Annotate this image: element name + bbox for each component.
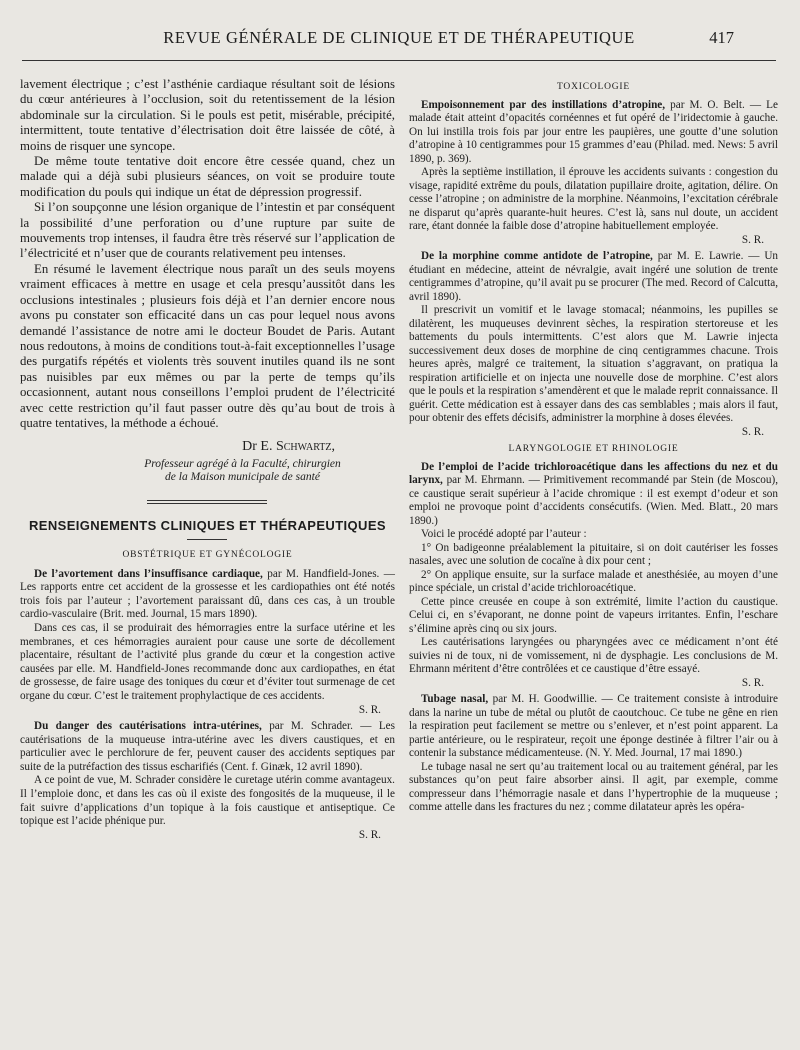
paragraph: Dans ces cas, il se produirait des hémorragies entre la surface utérine et les membranes, et ces hémorragies auraient pour cause une sorte de décollement placentaire, résultant de l’activité plus grande du cœur et la congestion active causées par elle. M. Handfield-Jones recommande donc aux cardiopathes, en état de grossesse, de faire usage des toniques du cœur et d’éviter tout surmenage de cet organe du cœur. C’est le traitement prophylactique de ces accidents.: [20, 621, 395, 702]
double-rule-divider: [147, 500, 267, 504]
article-initials: S. R.: [741, 676, 764, 689]
affiliation-line: Professeur agrégé à la Faculté, chirurgien: [144, 457, 341, 470]
article-title: De l’avortement dans l’insuffisance cardiaque,: [34, 567, 263, 580]
article-title: De l’emploi de l’acide trichloroacétique dans les affections du nez et du larynx,: [408, 460, 778, 486]
signature-name: Schwartz,: [275, 439, 335, 455]
right-column: [409, 77, 778, 842]
article-body: par M. Schrader. — Les cautérisations de la muqueuse intra-utérine avec les divers caustiques, et en particulier avec le perchlorure de fer, peuvent causer des accidents septiques par suite de la putréfaction des tissus escharifiés (Cent. f. Ginæk, 12 avril 1890).: [20, 720, 395, 773]
paragraph: Le tubage nasal ne sert qu’au traitement local ou au traitement général, par les substances qu’on peut faire absorber ainsi. Il agit, par exemple, comme compresseur dans l’hémorragie nasale et dans l’hypertrophie de la muqueuse ; comme attelle dans les fractures du nez ; comme dilatateur après les opéra-: [408, 760, 778, 813]
article-title: Empoisonnement par des instillations d’atropine,: [420, 98, 666, 111]
paragraph: Il prescrivit un vomitif et le lavage stomacal; néanmoins, les pupilles se dilatèrent, les muqueuses devinrent sèches, la respiration stertoreuse et les battements du pouls intermittents. C’est alors que M. Lawrie injecta successivement deux doses de morphine de cinq centigrammes chacune. Trois heures après, malgré ce traitement, la situation s’aggravant, on pratiqua la respiration artificielle et on injecta une nouvelle dose de morphine. C’est alors que le pouls et la respiration s’amendèrent et que le malade reprit connaissance. Il guérit. Cette médication est à essayer dans des cas semblables ; mais alors il faut, pour obtenir des effets décisifs, administrer la morphine à doses élevées.: [408, 304, 778, 424]
article: [20, 568, 395, 843]
article-body: par M. Ehrmann. — Primitivement recommandé par Stein (de Moscou), ce caustique serait supérieur à l’acide chromique : il est exempt d’odeur et son emploi ne provoque point d’accidents consécutifs. (Wien. Med. Blatt., 20 mars 1890.): [408, 474, 778, 527]
signature-prefix: Dr E.: [242, 439, 276, 455]
paragraph: Cette pince creusée en coupe à son extrémité, limite l’action du caustique. Celui ci, en s’évaporant, ne donne point de vapeurs irritantes. Enfin, l’eschare s’élimine après cinq ou six jours.: [408, 595, 778, 635]
article-initials: S. R.: [741, 233, 764, 246]
affiliation-line: de la Maison municipale de santé: [165, 470, 320, 483]
author-signature: [20, 439, 395, 454]
paragraph: Si l’on soupçonne une lésion organique de l’intestin et par conséquent la possibilité d’une perforation ou d’une rupture par suite de mouvements trop intenses, il faudra être très réservé sur l’application de l’électricité et n’user que de courants relativement peu intenses.: [20, 200, 395, 261]
article-body: par M. O. Belt. — Le malade était atteint d’opacités cornéennes et fut opéré de l’iridectomie à gauche. On lui instilla trois fois par jour entre les paupières, une goutte d’une solution d’atropine à 10 centigrammes pour 15 grammes d’eau (Philad. med. News: 5 avril 1890, p. 369).: [408, 98, 778, 165]
section-heading: RENSEIGNEMENTS CLINIQUES ET THÉRAPEUTIQUES: [28, 517, 386, 533]
running-title: REVUE GÉNÉRALE DE CLINIQUE ET DE THÉRAPEUTIQUE: [163, 28, 635, 47]
paragraph: lavement électrique ; c’est l’asthénie cardiaque résultant soit de lésions du cœur antérieures à l’occlusion, soit du retentissement de la lésion abdominale sur la circulation. Si le pouls est petit, misérable, précipité, intermittent, toute tentative d’électrisation doit être laissée de côté, à moins de risquer une syncope.: [20, 77, 395, 153]
paragraph: 1° On badigeonne préalablement la pituitaire, si on doit cautériser les fosses nasales, avec une solution de cocaïne à dix pour cent ;: [408, 541, 778, 567]
paragraph: Voici le procédé adopté par l’auteur :: [420, 528, 587, 540]
paragraph: 2° On applique ensuite, sur la surface malade et anesthésiée, au moyen d’une pince spéciale, un cristal d’acide trichloroacétique.: [408, 568, 778, 594]
subsection-heading: OBSTÉTRIQUE ET GYNÉCOLOGIE: [122, 550, 293, 561]
paragraph: Après la septième instillation, il éprouve les accidents suivants : congestion du visage, rapidité extrême du pouls, dilatation pupillaire droite, agitation, délire. On cesse l’atropine ; on administre de la morphine. Néanmoins, l’excitation cérébrale ne disparut qu’après quarante-huit heures. C’est là, sans nul doute, un accident rare, étant donnée la faible dose d’atropine habituellement employée.: [408, 166, 778, 232]
page-header: [20, 28, 778, 54]
paragraph: Les cautérisations laryngées ou pharyngées avec ce médicament n’ont été suivies ni de toux, ni de vomissement, ni de dysphagie. Les conclusions de M. Ehrmann méritent d’être contrôlées et ce caustique d’être essayé.: [408, 636, 778, 675]
article-body: par M. H. Goodwillie. — Ce traitement consiste à introduire dans la narine un tube de métal ou plutôt de caoutchouc. Ce tube ne gêne en rien la respiration peut facilement se mettre ou s’enlever, et n’est point apparent. La partie antérieure, ou le respirateur, reçoit une éponge destinée à filtrer l’air ou à contenir la substance médicamenteuse. (N. Y. Med. Journal, 17 mai 1890.): [408, 693, 778, 759]
two-column-body: [20, 77, 778, 842]
subsection-heading: LARYNGOLOGIE ET RHINOLOGIE: [508, 444, 679, 454]
subsection-heading: TOXICOLOGIE: [556, 82, 630, 92]
article-initials: S. R.: [741, 425, 764, 438]
header-rule: [22, 60, 776, 61]
article-body: par M. Handfield-Jones. — Les rapports entre cet accident de la grossesse et les cardiopathies ont été notés trois fois par l’auteur ; l’avortement paraissant dû, dans ces cas, à un trouble cardio-vasculaire (Brit. med. Journal, 15 mars 1890).: [20, 567, 395, 621]
article-body: par M. E. Lawrie. — Un étudiant en médecine, atteint de névralgie, avait ingéré une solution de trente centigrammes d’atropine, qu’il avait pu se procurer (The med. Record of Calcutta, avril 1890).: [408, 250, 778, 303]
short-divider: [187, 539, 227, 540]
article-title: Tubage nasal,: [420, 693, 489, 705]
left-column: [20, 77, 395, 842]
paragraph: De même toute tentative doit encore être cessée quand, chez un malade qui a déjà subi plusieurs séances, on voit se produire toute modification du pouls qui indique un état de dépression progressif.: [20, 154, 395, 199]
paragraph: A ce point de vue, M. Schrader considère le curetage utérin comme avantageux. Il l’emploie donc, et dans les cas où il existe des fongosités de la muqueuse, il le fait suivre d’applications d’un topique à la fois caustique et antiseptique. Ce topique est l’acide phénique pur.: [20, 774, 395, 828]
page-number: 417: [709, 28, 734, 47]
paragraph: En résumé le lavement électrique nous paraît un des seuls moyens vraiment efficaces à mettre en usage et cela presqu’aussitôt dans les occlusions intestinales ; plusieurs fois déjà et l’an dernier encore nous avons pu constater son efficacité dans un cas pour lequel nous avons demandé l’assistance de notre ami le docteur Boudet de Paris. Autant nous redoutons, à moins de conditions tout-à-fait exceptionnelles l’usage des purgatifs répétés et violents très souvent inutiles quand ils ne sont pas nuisibles par eux mêmes ou par la perte de temps qu’ils occasionnent, autant nous conseillons l’emploi prudent de l’électricité avec cette restriction qu’il faut passer outre dès qu’au bout de trois à quatre tentatives, la méthode a échoué.: [20, 261, 395, 430]
article-initials: S. R.: [358, 828, 381, 841]
article-title: De la morphine comme antidote de l’atropine,: [420, 250, 653, 262]
author-affiliation: [20, 458, 395, 484]
article-initials: S. R.: [358, 703, 381, 716]
article-title: Du danger des cautérisations intra-utérines,: [34, 720, 262, 733]
